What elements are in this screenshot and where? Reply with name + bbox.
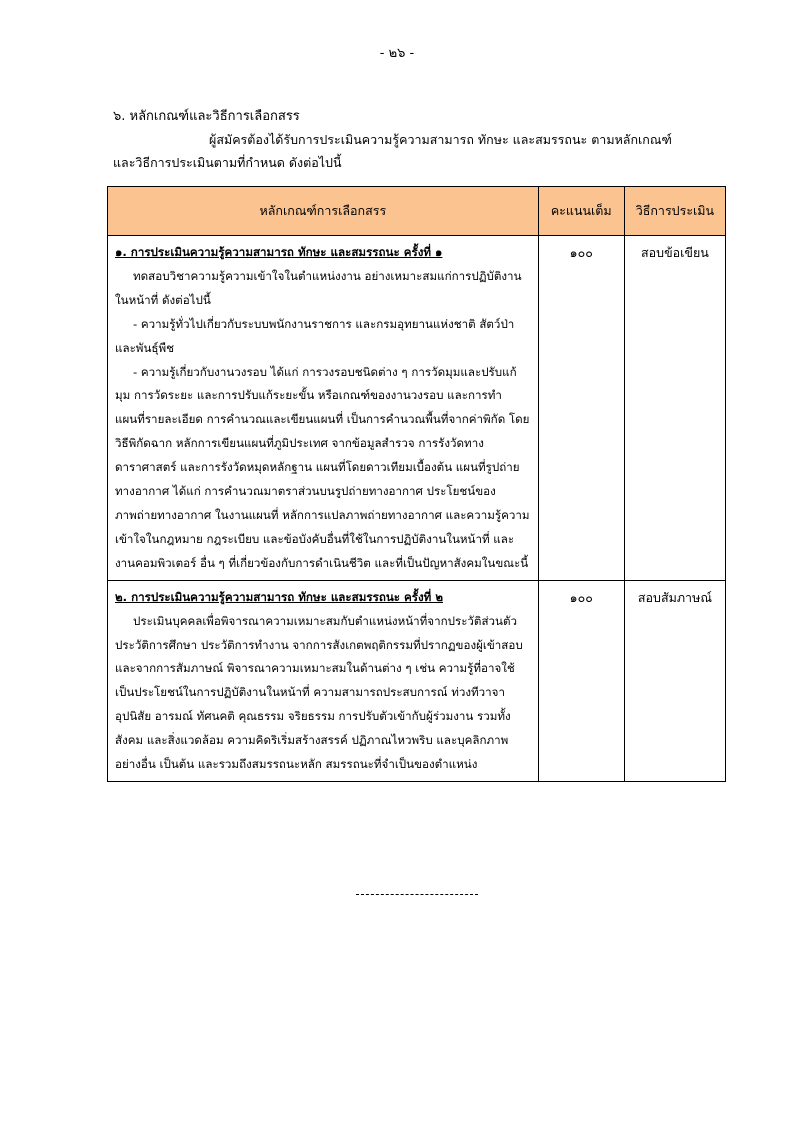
row-paragraph: - ความรู้ทั่วไปเกี่ยวกับระบบพนักงานราชการ และกรมอุทยานแห่งชาติ สัตว์ป่า และพันธุ์พืช	[115, 316, 515, 355]
method-cell: สอบสัมภาษณ์	[624, 580, 725, 781]
score-cell: ๑๐๐	[538, 580, 624, 781]
header-criteria: หลักเกณฑ์การเลือกสรร	[108, 187, 539, 236]
score-cell: ๑๐๐	[538, 236, 624, 581]
intro-line-2: และวิธีการประเมินตามที่กำหนด ดังต่อไปนี้	[113, 155, 342, 170]
header-method: วิธีการประเมิน	[624, 187, 725, 236]
criteria-table	[107, 186, 726, 782]
criteria-cell	[108, 236, 539, 581]
table-row	[108, 580, 726, 781]
method-cell: สอบข้อเขียน	[624, 236, 725, 581]
header-full-score: คะแนนเต็ม	[538, 187, 624, 236]
end-divider	[356, 894, 478, 895]
table-row	[108, 236, 726, 581]
criteria-cell	[108, 580, 539, 781]
row-paragraph: - ความรู้เกี่ยวกับงานวงรอบ ได้แก่ การวงรอบชนิดต่าง ๆ การวัดมุมและปรับแก้มุม การวัดระยะ และการปรับแก้ระยะขั้น หรือเกณฑ์ของงานวงรอบ และการทำแผนที่รายละเอียด การคำนวณและเขียนแผนที่ เป็นการคำนวณพื้นที่จากค่าพิกัด โดยวิธีพิกัดฉาก หลักการเขียนแผนที่ภูมิประเทศ จากข้อมูลสำรวจ การรังวัดทางดาราศาสตร์ และการรังวัดหมุดหลักฐาน แผนที่โดยดาวเทียมเบื้องต้น แผนที่รูปถ่ายทางอากาศ ได้แก่ การคำนวณมาตราส่วนบนรูปถ่ายทางอากาศ ประโยชน์ของภาพถ่ายทางอากาศ ในงานแผนที่ หลักการแปลภาพถ่ายทางอากาศ และความรู้ความเข้าใจในกฎหมาย กฎระเบียบ และข้อบังคับอื่นที่ใช้ในการปฏิบัติงานในหน้าที่ และงานคอมพิวเตอร์ อื่น ๆ ที่เกี่ยวข้องกับการดำเนินชีวิต และที่เป็นปัญหาสังคมในขณะนี้	[115, 364, 530, 570]
row-title: ๑. การประเมินความรู้ความสามารถ ทักษะ และสมรรถนะ ครั้งที่ ๑	[115, 245, 443, 259]
page-number: - ๒๖ -	[379, 46, 415, 61]
row-paragraph: ทดสอบวิชาความรู้ความเข้าใจในตำแหน่งงาน อย่างเหมาะสมแก่การปฏิบัติงานในหน้าที่ ดังต่อไปนี้	[115, 268, 522, 307]
intro-line-1: ผู้สมัครต้องได้รับการประเมินความรู้ความสามารถ ทักษะ และสมรรถนะ ตามหลักเกณฑ์	[209, 132, 672, 147]
section-heading: ๖. หลักเกณฑ์และวิธีการเลือกสรร	[113, 109, 300, 124]
row-title: ๒. การประเมินความรู้ความสามารถ ทักษะ และสมรรถนะ ครั้งที่ ๒	[115, 589, 443, 604]
table-header-row	[108, 187, 726, 236]
intro-paragraph	[113, 128, 725, 174]
row-paragraph: ประเมินบุคคลเพื่อพิจารณาความเหมาะสมกับตำแหน่งหน้าที่จากประวัติส่วนตัว ประวัติการศึกษา ประวัติการทำงาน จากการสังเกตพฤติกรรมที่ปรากฏของผู้เข้าสอบและจากการสัมภาษณ์ พิจารณาความเหมาะสมในด้านต่าง ๆ เช่น ความรู้ที่อาจใช้เป็นประโยชน์ในการปฏิบัติงานในหน้าที่ ความสามารถประสบการณ์ ท่วงทีวาจา อุปนิสัย อารมณ์ ทัศนคติ คุณธรรม จริยธรรม การปรับตัวเข้ากับผู้ร่วมงาน รวมทั้งสังคม และสิ่งแวดล้อม ความคิดริเริ่มสร้างสรรค์ ปฏิภาณไหวพริบ และบุคลิกภาพอย่างอื่น เป็นต้น และรวมถึงสมรรถนะหลัก สมรรถนะที่จำเป็นของตำแหน่ง	[115, 613, 523, 772]
